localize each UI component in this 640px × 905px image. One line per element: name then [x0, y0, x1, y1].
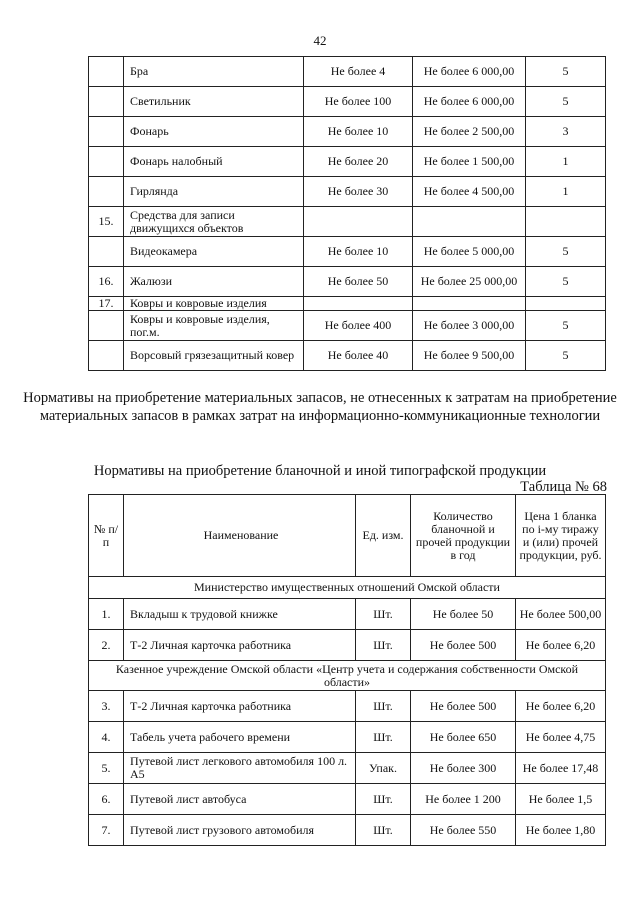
item-price: Не более 1 500,00	[413, 147, 526, 177]
item-quantity: Не более 550	[411, 815, 516, 846]
item-service-life: 1	[526, 147, 606, 177]
row-number	[89, 177, 124, 207]
item-name: Видеокамера	[124, 237, 304, 267]
item-service-life: 5	[526, 87, 606, 117]
item-name: Ковры и ковровые изделия	[124, 297, 304, 311]
item-service-life: 3	[526, 117, 606, 147]
row-number	[89, 57, 124, 87]
item-name: Светильник	[124, 87, 304, 117]
item-quantity: Не более 300	[411, 753, 516, 784]
item-quantity: Не более 30	[304, 177, 413, 207]
section-ministry: Министерство имущественных отношений Омской области	[89, 577, 606, 599]
table-header-row	[89, 495, 606, 577]
item-price: Не более 6 000,00	[413, 57, 526, 87]
row-number	[89, 341, 124, 371]
row-number	[89, 237, 124, 267]
item-name: Жалюзи	[124, 267, 304, 297]
item-price: Не более 6 000,00	[413, 87, 526, 117]
header-quantity: Количество бланочной и прочей продукции в год	[411, 495, 516, 577]
row-number	[89, 311, 124, 341]
item-service-life: 1	[526, 177, 606, 207]
item-name: Ковры и ковровые изделия, пог.м.	[124, 311, 304, 341]
row-number: 1.	[89, 599, 124, 630]
section-row	[89, 661, 606, 691]
item-price: Не более 25 000,00	[413, 267, 526, 297]
item-price: Не более 1,5	[516, 784, 606, 815]
item-quantity: Не более 10	[304, 117, 413, 147]
table-row	[89, 117, 606, 147]
item-price	[413, 207, 526, 237]
row-number: 15.	[89, 207, 124, 237]
table-row	[89, 815, 606, 846]
item-price: Не более 9 500,00	[413, 341, 526, 371]
item-unit: Упак.	[356, 753, 411, 784]
row-number: 6.	[89, 784, 124, 815]
row-number	[89, 87, 124, 117]
item-quantity: Не более 50	[304, 267, 413, 297]
item-unit: Шт.	[356, 691, 411, 722]
item-name: Путевой лист автобуса	[124, 784, 356, 815]
section-institution: Казенное учреждение Омской области «Центр учета и содержания собственности Омской области»	[89, 661, 606, 691]
item-service-life: 5	[526, 237, 606, 267]
row-number: 2.	[89, 630, 124, 661]
materials-table-continued	[88, 56, 606, 371]
table-row	[89, 87, 606, 117]
row-number: 7.	[89, 815, 124, 846]
item-price: Не более 6,20	[516, 691, 606, 722]
item-name: Гирлянда	[124, 177, 304, 207]
item-price: Не более 3 000,00	[413, 311, 526, 341]
item-name: Бра	[124, 57, 304, 87]
item-quantity: Не более 650	[411, 722, 516, 753]
item-service-life: 5	[526, 57, 606, 87]
row-number: 3.	[89, 691, 124, 722]
section-row	[89, 577, 606, 599]
item-quantity	[304, 207, 413, 237]
item-name: Фонарь	[124, 117, 304, 147]
item-unit: Шт.	[356, 815, 411, 846]
table-row	[89, 753, 606, 784]
table-row	[89, 630, 606, 661]
item-unit: Шт.	[356, 599, 411, 630]
section-heading-printing: Нормативы на приобретение бланочной и иной типографской продукции	[93, 463, 547, 479]
row-number	[89, 117, 124, 147]
item-price: Не более 17,48	[516, 753, 606, 784]
item-unit: Шт.	[356, 630, 411, 661]
table-row	[89, 311, 606, 341]
item-price: Не более 6,20	[516, 630, 606, 661]
table-row	[89, 177, 606, 207]
item-quantity: Не более 100	[304, 87, 413, 117]
item-unit: Шт.	[356, 722, 411, 753]
table-row	[89, 341, 606, 371]
item-unit: Шт.	[356, 784, 411, 815]
item-quantity: Не более 400	[304, 311, 413, 341]
table-label: Таблица № 68	[520, 479, 607, 495]
table-row	[89, 722, 606, 753]
page-number: 42	[313, 33, 327, 48]
item-price: Не более 1,80	[516, 815, 606, 846]
item-quantity: Не более 20	[304, 147, 413, 177]
item-name: Т-2 Личная карточка работника	[124, 630, 356, 661]
header-price: Цена 1 бланка по i-му тиражу и (или) прочей продукции, руб.	[516, 495, 606, 577]
item-name: Табель учета рабочего времени	[124, 722, 356, 753]
item-name: Фонарь налобный	[124, 147, 304, 177]
item-service-life	[526, 207, 606, 237]
item-quantity: Не более 10	[304, 237, 413, 267]
item-price: Не более 5 000,00	[413, 237, 526, 267]
item-service-life	[526, 297, 606, 311]
item-quantity: Не более 4	[304, 57, 413, 87]
item-price: Не более 4,75	[516, 722, 606, 753]
table-row	[89, 237, 606, 267]
item-service-life: 5	[526, 267, 606, 297]
row-number: 17.	[89, 297, 124, 311]
item-quantity: Не более 50	[411, 599, 516, 630]
item-price: Не более 4 500,00	[413, 177, 526, 207]
row-number: 16.	[89, 267, 124, 297]
table-row	[89, 297, 606, 311]
item-name: Вкладыш к трудовой книжке	[124, 599, 356, 630]
item-service-life: 5	[526, 341, 606, 371]
header-unit: Ед. изм.	[356, 495, 411, 577]
item-price: Не более 2 500,00	[413, 117, 526, 147]
item-price: Не более 500,00	[516, 599, 606, 630]
header-name: Наименование	[124, 495, 356, 577]
table-row	[89, 267, 606, 297]
row-number: 4.	[89, 722, 124, 753]
item-price	[413, 297, 526, 311]
item-name: Путевой лист грузового автомобиля	[124, 815, 356, 846]
table-row	[89, 599, 606, 630]
table-row	[89, 784, 606, 815]
printing-products-table	[88, 494, 606, 846]
item-name: Средства для записи движущихся объектов	[124, 207, 304, 237]
item-service-life: 5	[526, 311, 606, 341]
item-name: Ворсовый грязезащитный ковер	[124, 341, 304, 371]
item-quantity: Не более 40	[304, 341, 413, 371]
item-name: Т-2 Личная карточка работника	[124, 691, 356, 722]
row-number	[89, 147, 124, 177]
row-number: 5.	[89, 753, 124, 784]
table-row	[89, 207, 606, 237]
header-num: № п/п	[89, 495, 124, 577]
table-row	[89, 147, 606, 177]
table-row	[89, 691, 606, 722]
section-heading-materials: Нормативы на приобретение материальных запасов, не отнесенных к затратам на приобретение материальных запасов в рамках затрат на информационно-коммуникационные технологии	[23, 390, 617, 424]
item-quantity: Не более 500	[411, 691, 516, 722]
item-quantity	[304, 297, 413, 311]
item-quantity: Не более 500	[411, 630, 516, 661]
item-name: Путевой лист легкового автомобиля 100 л. А5	[124, 753, 356, 784]
item-quantity: Не более 1 200	[411, 784, 516, 815]
table-row	[89, 57, 606, 87]
